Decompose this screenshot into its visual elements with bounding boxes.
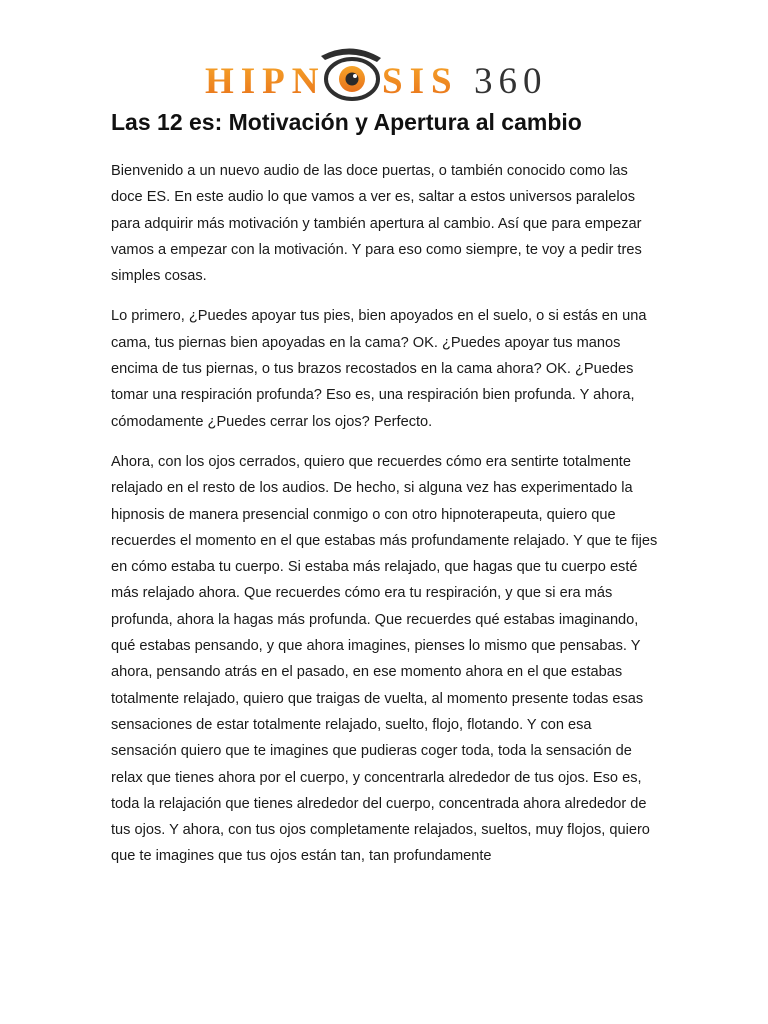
- hipnosis360-logo: [205, 44, 565, 108]
- eye-icon: [321, 48, 381, 99]
- paragraph-2: Lo primero, ¿Puedes apoyar tus pies, bien apoyados en el suelo, o si estás en una cama, tus piernas bien apoyadas en la cama? OK. ¿Puedes apoyar tus manos encima de tus piernas, o tus brazos recostados en la cama ahora? OK. ¿Puedes tomar una respiración profunda? Eso es, una respiración bien profunda. Y ahora, cómodamente ¿Puedes cerrar los ojos? Perfecto.: [111, 308, 647, 430]
- paragraph-3: Ahora, con los ojos cerrados, quiero que recuerdes cómo era sentirte totalmente relajado en el resto de los audios. De hecho, si alguna vez has experimentado la hipnosis de manera presencial conmigo o con otro hipnoterapeuta, quiero que recuerdes el momento en el que estabas más profundamente relajado. Y que te fijes en cómo estaba tu cuerpo. Si estaba más relajado, que hagas que tu cuerpo esté más relajado ahora. Que recuerdes cómo era tu respiración, y que si era más profunda, ahora la hagas más profunda. Que recuerdes qué estabas imaginando, qué estabas pensando, y que ahora imagines, pienses lo mismo que pensabas. Y ahora, pensando atrás en el pasado, en ese momento ahora en el que estabas totalmente relajado, quiero que traigas de vuelta, al momento presente todas esas sensaciones de estar totalmente relajado, suelto, flojo, flotando. Y con esa sensación quiero que te imagines que pudieras coger toda, toda la sensación de relax que tienes ahora por el cuerpo, y concentrarla alrededor de tus ojos. Eso es, toda la relajación que tienes alrededor del cuerpo, concentrada ahora alrededor de tus ojos. Y ahora, con tus ojos completamente relajados, sueltos, muy flojos, quiero que te imagines que tus ojos están tan, tan profundamente: [111, 453, 658, 865]
- document-title: Las 12 es: Motivación y Apertura al cambio: [111, 109, 582, 135]
- logo-text-360: 360: [474, 61, 548, 102]
- document-body: [111, 158, 661, 884]
- logo-text-hipn: HIPN: [205, 61, 326, 102]
- paragraph-1: Bienvenido a un nuevo audio de las doce puertas, o también conocido como las doce ES. En este audio lo que vamos a ver es, saltar a estos universos paralelos para adquirir más motivación y también apertura al cambio. Así que para empezar vamos a empezar con la motivación. Y para eso como siempre, te voy a pedir tres simples cosas.: [111, 163, 642, 285]
- logo-text-sis: SIS: [382, 61, 459, 102]
